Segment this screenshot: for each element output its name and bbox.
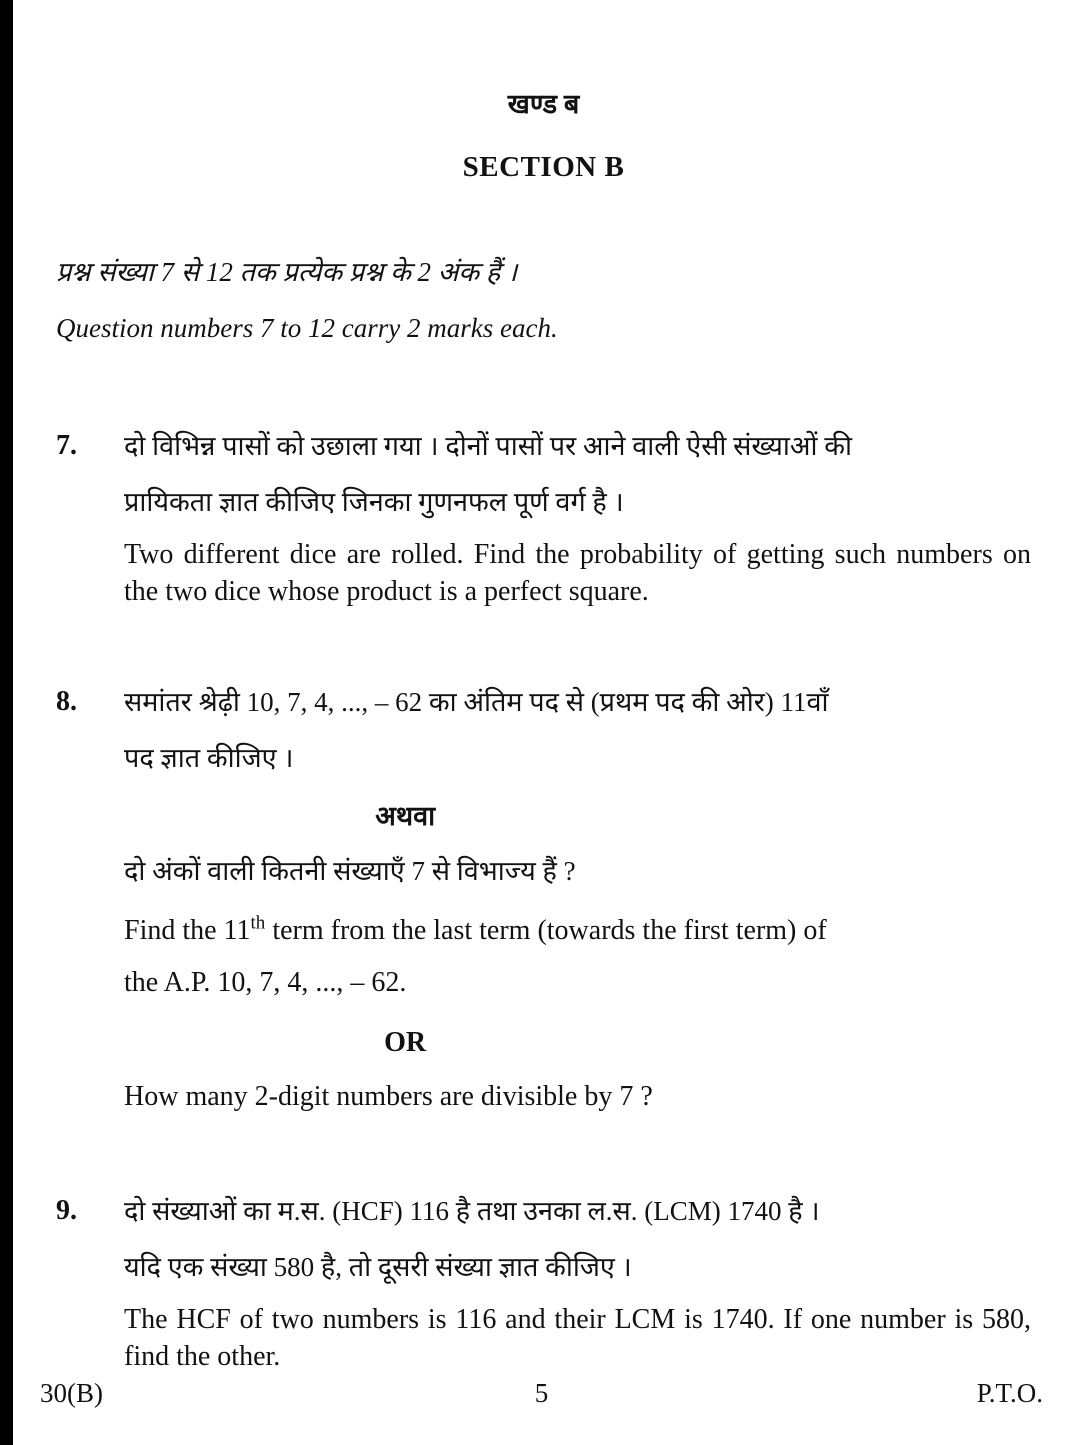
question-8-hindi-alt: दो अंकों वाली कितनी संख्याएँ 7 से विभाज्य हैं ?	[124, 856, 576, 886]
question-9-hindi-line2: यदि एक संख्या 580 है, तो दूसरी संख्या ज्ञात कीजिए ।	[124, 1252, 632, 1282]
question-7-number: 7.	[56, 430, 77, 461]
question-9-hindi-line1: दो संख्याओं का म.स. (HCF) 116 है तथा उनका ल.स. (LCM) 1740 है ।	[124, 1196, 820, 1226]
question-8-number: 8.	[56, 686, 77, 717]
question-7	[56, 418, 1031, 610]
question-7-english: Two different dice are rolled. Find the probability of getting such numbers on the two dice whose product is a perfect square.	[124, 539, 1031, 607]
question-8-english-line1	[124, 905, 1031, 957]
marks-note-english: Question numbers 7 to 12 carry 2 marks each.	[56, 313, 558, 343]
section-heading-hindi: खण्ड ब	[507, 89, 580, 119]
marks-note-hindi: प्रश्न संख्या 7 से 12 तक प्रत्येक प्रश्न के 2 अंक हैं ।	[56, 257, 518, 287]
question-9-body	[124, 1183, 1031, 1375]
pto-label: P.T.O.	[976, 1378, 1043, 1408]
question-8-english-alt: How many 2-digit numbers are divisible by 7 ?	[124, 1081, 653, 1112]
question-8-hindi-line2: पद ज्ञात कीजिए ।	[124, 743, 294, 773]
question-7-hindi-line2: प्रायिकता ज्ञात कीजिए जिनका गुणनफल पूर्ण वर्ग है ।	[124, 487, 624, 517]
question-9	[56, 1183, 1031, 1375]
question-8	[56, 674, 1031, 1123]
question-8-hindi-line1: समांतर श्रेढ़ी 10, 7, 4, ..., – 62 का अंतिम पद से (प्रथम पद की ओर) 11वाँ	[124, 687, 829, 717]
question-9-english: The HCF of two numbers is 116 and their LCM is 1740. If one number is 580, find the other.	[124, 1304, 1031, 1372]
section-heading-english: SECTION B	[462, 151, 625, 183]
marks-note	[56, 244, 1031, 356]
question-8-english-superscript: th	[250, 912, 266, 934]
or-separator-english: OR	[384, 1027, 427, 1058]
page-content	[56, 0, 1031, 1375]
question-7-hindi-line1: दो विभिन्न पासों को उछाला गया । दोनों पासों पर आने वाली ऐसी संख्याओं की	[124, 431, 852, 461]
or-separator-hindi: अथवा	[375, 801, 436, 831]
question-7-body	[124, 418, 1031, 610]
scan-edge-bar	[0, 0, 13, 1445]
question-8-english-post: term from the last term (towards the first term) of	[265, 915, 827, 946]
page-number: 5	[534, 1378, 549, 1408]
question-8-body	[124, 674, 1031, 1123]
question-8-english-pre: Find the 11	[124, 915, 251, 946]
question-8-english-line2: the A.P. 10, 7, 4, ..., – 62.	[124, 967, 407, 998]
question-9-number: 9.	[56, 1195, 77, 1226]
paper-code: 30(B)	[40, 1378, 103, 1408]
